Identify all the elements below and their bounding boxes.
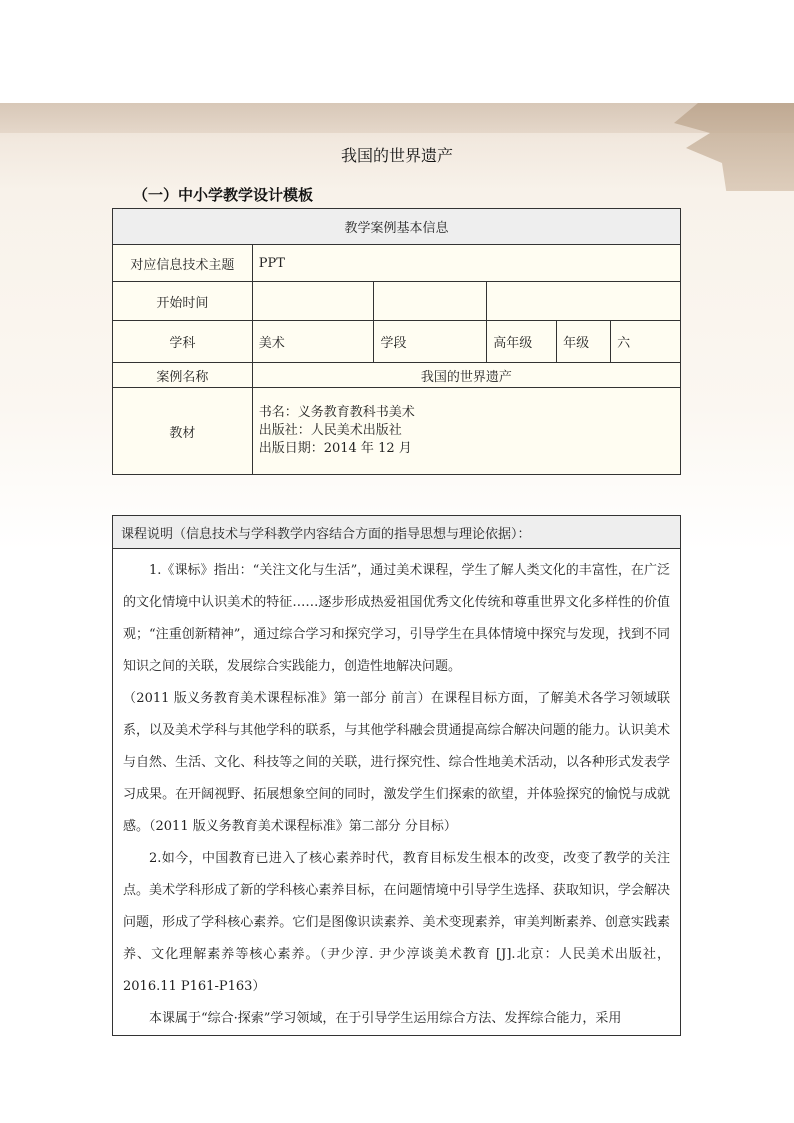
info-table — [112, 208, 681, 475]
start-time-label: 开始时间 — [113, 282, 253, 321]
stage-label: 学段 — [374, 321, 487, 363]
grade-label: 年级 — [557, 321, 611, 363]
book-pub-date: 出版日期：2014 年 12 月 — [258, 441, 412, 456]
banner-roof-image — [0, 103, 794, 133]
subject-label: 学科 — [113, 321, 253, 363]
case-name-value: 我国的世界遗产 — [252, 363, 680, 388]
tech-topic-label: 对应信息技术主题 — [113, 245, 253, 282]
subject-value: 美术 — [252, 321, 374, 363]
course-paragraph: （2011 版义务教育美术课程标准》第一部分 前言）在课程目标方面，了解美术各学习领域联系，以及美术学科与其他学科的联系，与其他学科融会贯通提高综合解决问题的能力。认识美术与自然、生活、文化、科技等之间的关联，进行探究性、综合性地美术活动，以各种形式发表学习成果。在开阔视野、拓展想象空间的同时，激发学生们探索的欲望，并体验探究的愉悦与成就感。（2011 版义务教育美术课程标准》第二部分 分目标） — [123, 691, 670, 834]
section-title: （一）中小学教学设计模板 — [133, 186, 314, 204]
book-publisher: 出版社：人民美术出版社 — [258, 423, 402, 438]
book-name: 书名：义务教育教科书美术 — [258, 405, 415, 420]
course-header: 课程说明（信息技术与学科教学内容结合方面的指导思想与理论依据）： — [113, 516, 681, 549]
course-paragraph: 2.如今，中国教育已进入了核心素养时代，教育目标发生根本的改变，改变了教学的关注点。美术学科形成了新的学科核心素养目标，在问题情境中引导学生选择、获取知识，学会解决问题，形成了学科核心素养。它们是图像识读素养、美术变现素养，审美判断素养、创意实践素养、文化理解素养等核心素养。（尹少淳. 尹少淳谈美术教育 [J].北京：人民美术出版社，2016.11 P161-P163） — [123, 851, 670, 994]
stage-value: 高年级 — [487, 321, 557, 363]
textbook-details — [252, 388, 680, 475]
course-table — [112, 515, 681, 1036]
start-time-cell-3 — [487, 282, 681, 321]
textbook-label: 教材 — [113, 388, 253, 475]
start-time-cell-2 — [374, 282, 487, 321]
course-paragraph: 1.《课标》指出：“关注文化与生活”，通过美术课程，学生了解人类文化的丰富性，在广泛的文化情境中认识美术的特征……逐步形成热爱祖国优秀文化传统和尊重世界文化多样性的价值观；“注重创新精神”，通过综合学习和探究学习，引导学生在具体情境中探究与发现，找到不同知识之间的关联，发展综合实践能力，创造性地解决问题。 — [123, 563, 670, 674]
course-body — [113, 549, 681, 1036]
grade-value: 六 — [611, 321, 681, 363]
tech-topic-value: PPT — [252, 245, 680, 282]
case-name-label: 案例名称 — [113, 363, 253, 388]
page-title: 我国的世界遗产 — [340, 146, 453, 165]
info-table-header: 教学案例基本信息 — [113, 209, 681, 245]
start-time-cell-1 — [252, 282, 374, 321]
course-paragraph: 本课属于“综合·探索”学习领域，在于引导学生运用综合方法、发挥综合能力，采用 — [149, 1011, 622, 1026]
